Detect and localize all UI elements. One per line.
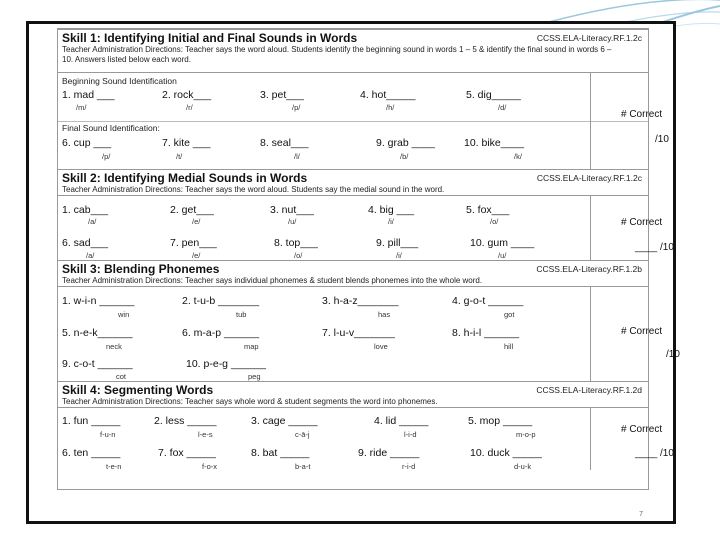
test-word: 5. n-e-k______: [62, 327, 133, 339]
test-word: 6. ten _____: [62, 447, 121, 459]
answer-key: /p/: [292, 103, 301, 112]
skill4-title: Skill 4: Segmenting Words: [62, 383, 214, 397]
answer-key: /t/: [176, 152, 183, 161]
answer-key: /u/: [498, 251, 507, 260]
answer-key: /p/: [102, 152, 111, 161]
answer-key: peg: [248, 372, 261, 381]
test-word: 10. gum ____: [470, 237, 535, 249]
test-word: 10. duck _____: [470, 447, 542, 459]
skill1-directions: Teacher Administration Directions: Teacher says the word aloud. Students identify the beginning sound in words 1 – 5 & identify the final sound in words 6 – 10. Answers listed below each word.: [62, 45, 612, 64]
test-word: 1. fun _____: [62, 415, 121, 427]
answer-key: b-a-t: [295, 462, 311, 471]
skill1-correct-label: # Correct: [621, 109, 663, 120]
answer-key: /u/: [288, 217, 297, 226]
skill2-header: [58, 169, 648, 196]
test-word: 9. grab ____: [376, 137, 435, 149]
test-word: 4. g-o-t ______: [452, 295, 524, 307]
test-word: 7. l-u-v_______: [322, 327, 395, 339]
test-word: 3. nut___: [270, 204, 314, 216]
answer-key: /e/: [192, 217, 201, 226]
skill2-title: Skill 2: Identifying Medial Sounds in Words: [62, 171, 308, 185]
skill3-directions: Teacher Administration Directions: Teacher says individual phonemes & student blends phonemes into the whole word.: [62, 276, 483, 285]
skill4-code: CCSS.ELA-Literacy.RF.1.2d: [536, 385, 642, 395]
divider: [58, 121, 648, 122]
skill1-code: CCSS.ELA-Literacy.RF.1.2c: [536, 33, 642, 43]
answer-key: c-ā-j: [295, 430, 310, 439]
skill1-score: /10: [655, 134, 669, 145]
test-word: 4. hot_____: [360, 89, 416, 101]
slide-frame: [26, 21, 680, 524]
test-word: 8. bat _____: [251, 447, 310, 459]
skill3-code: CCSS.ELA-Literacy.RF.1.2b: [536, 264, 642, 274]
answer-key: got: [504, 310, 515, 319]
test-word: 10. p-e-g ______: [186, 358, 266, 370]
answer-key: love: [374, 342, 388, 351]
answer-key: /d/: [498, 103, 507, 112]
test-word: 1. mad ___: [62, 89, 115, 101]
answer-key: /o/: [294, 251, 303, 260]
answer-key: /r/: [186, 103, 193, 112]
test-word: 2. less _____: [154, 415, 217, 427]
answer-key: /a/: [88, 217, 97, 226]
test-word: 3. pet___: [260, 89, 304, 101]
test-word: 9. c-o-t ______: [62, 358, 133, 370]
test-word: 8. h-i-l ______: [452, 327, 520, 339]
test-word: 5. fox___: [466, 204, 510, 216]
worksheet: [57, 28, 680, 490]
answer-key: l-i-d: [404, 430, 417, 439]
test-word: 3. cage _____: [251, 415, 318, 427]
answer-key: f-u-n: [100, 430, 116, 439]
test-word: 2. get___: [170, 204, 214, 216]
answer-key: m-o-p: [516, 430, 536, 439]
skill1-correct-column: [590, 73, 648, 169]
answer-key: r-i-d: [402, 462, 416, 471]
test-word: 5. dig_____: [466, 89, 521, 101]
answer-key: /o/: [490, 217, 499, 226]
skill3-header: [58, 260, 648, 287]
skill2-code: CCSS.ELA-Literacy.RF.1.2c: [536, 173, 642, 183]
test-word: 10. bike____: [464, 137, 525, 149]
test-word: 7. kite ___: [162, 137, 211, 149]
answer-key: cot: [116, 372, 127, 381]
answer-key: hill: [504, 342, 514, 351]
skill1-header: [58, 29, 648, 73]
test-word: 8. seal___: [260, 137, 309, 149]
test-word: 1. cab___: [62, 204, 109, 216]
test-word: 6. sad___: [62, 237, 109, 249]
test-word: 4. lid _____: [374, 415, 429, 427]
skill4-directions: Teacher Administration Directions: Teacher says whole word & student segments the word into phonemes.: [62, 397, 438, 406]
test-word: 3. h-a-z_______: [322, 295, 399, 307]
answer-key: has: [378, 310, 391, 319]
skill3-score: /10: [666, 349, 680, 360]
test-word: 8. top___: [274, 237, 318, 249]
skill4-score: ____ /10: [635, 448, 674, 459]
test-word: 9. ride _____: [358, 447, 420, 459]
answer-key: d-u-k: [514, 462, 532, 471]
skill4-correct-label: # Correct: [621, 424, 663, 435]
answer-key: /l/: [294, 152, 300, 161]
test-word: 7. fox _____: [158, 447, 216, 459]
skill3-correct-label: # Correct: [621, 326, 663, 337]
answer-key: /h/: [386, 103, 395, 112]
test-word: 1. w-i-n ______: [62, 295, 135, 307]
answer-key: /a/: [86, 251, 95, 260]
test-word: 4. big ___: [368, 204, 415, 216]
answer-key: neck: [106, 342, 122, 351]
page-mark: 7: [639, 511, 643, 518]
skill2-directions: Teacher Administration Directions: Teacher says the word aloud. Students say the medial sound in the word.: [62, 185, 445, 194]
test-word: 2. rock___: [162, 89, 212, 101]
skill1-title: Skill 1: Identifying Initial and Final Sounds in Words: [62, 31, 358, 45]
test-word: 5. mop _____: [468, 415, 533, 427]
skill2-correct-label: # Correct: [621, 217, 663, 228]
answer-key: f-o-x: [202, 462, 217, 471]
answer-key: /i/: [396, 251, 402, 260]
answer-key: /m/: [76, 103, 87, 112]
test-word: 6. cup ___: [62, 137, 112, 149]
beginning-sound-label: Beginning Sound Identification: [62, 76, 177, 86]
answer-key: /i/: [388, 217, 394, 226]
answer-key: win: [118, 310, 130, 319]
skill3-title: Skill 3: Blending Phonemes: [62, 262, 220, 276]
test-word: 2. t-u-b _______: [182, 295, 260, 307]
final-sound-label: Final Sound Identification:: [62, 123, 160, 133]
skill4-header: [58, 381, 648, 408]
skill2-score: ____ /10: [635, 242, 674, 253]
answer-key: t-e-n: [106, 462, 122, 471]
test-word: 6. m-a-p ______: [182, 327, 260, 339]
answer-key: tub: [236, 310, 247, 319]
skill4-correct-column: [590, 408, 648, 470]
answer-key: map: [244, 342, 259, 351]
test-word: 9. pill___: [376, 237, 419, 249]
answer-key: l-e-s: [198, 430, 213, 439]
answer-key: /b/: [400, 152, 409, 161]
test-word: 7. pen___: [170, 237, 217, 249]
answer-key: /k/: [514, 152, 522, 161]
answer-key: /e/: [192, 251, 201, 260]
